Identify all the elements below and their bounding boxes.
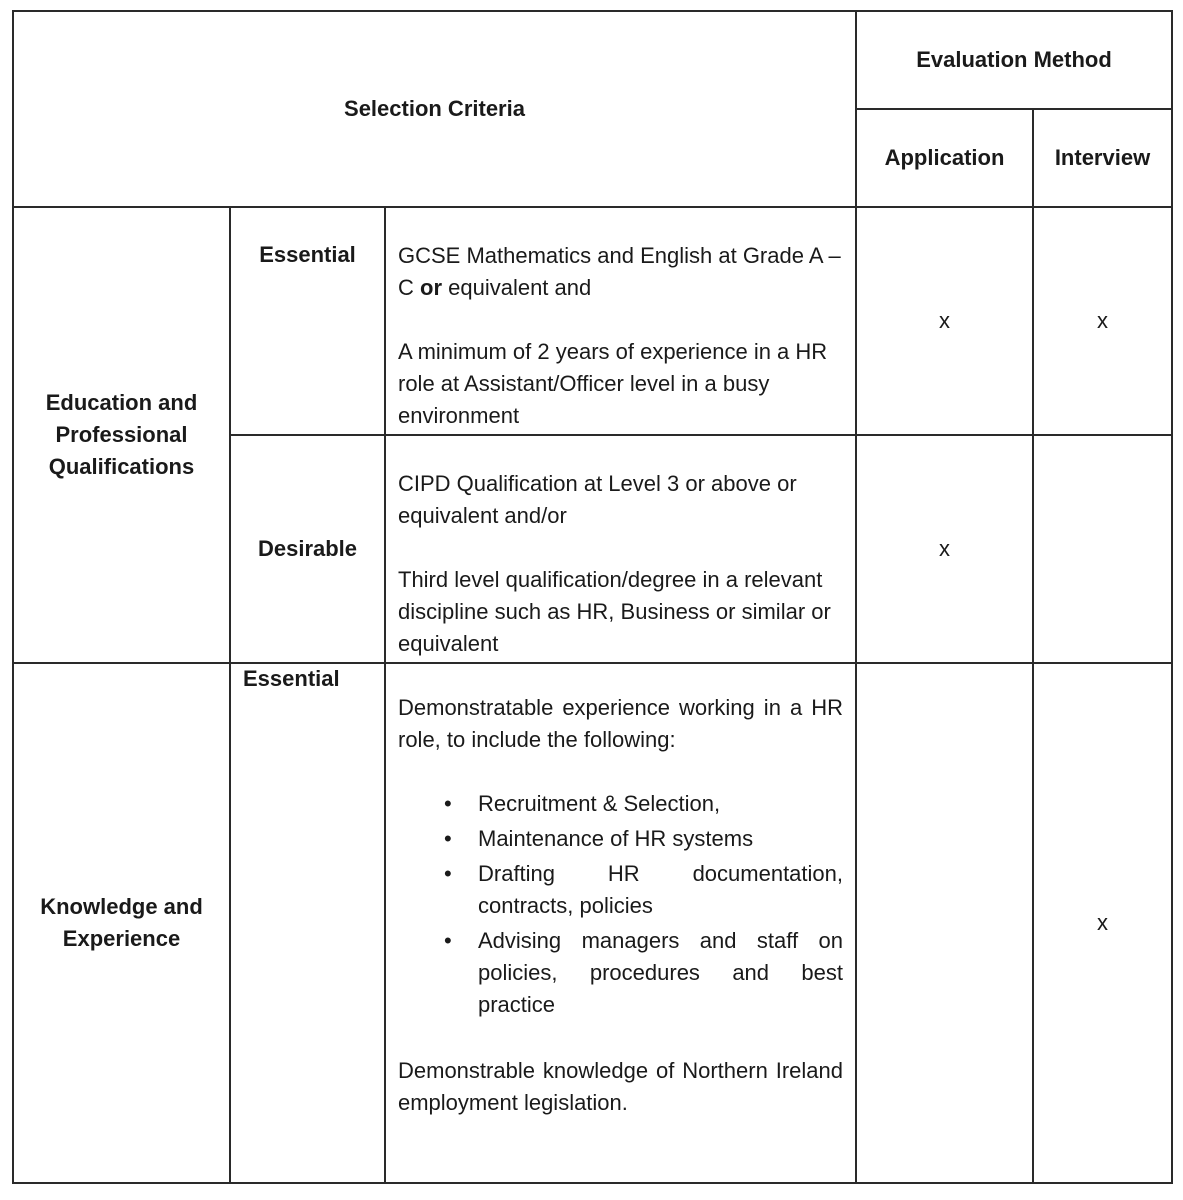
list-item: • Recruitment & Selection, [478, 788, 843, 820]
criteria-paragraph: GCSE Mathematics and English at Grade A – C or equivalent and [398, 243, 841, 300]
application-column-header: Application [856, 109, 1033, 207]
application-mark [856, 663, 1033, 1183]
list-item: • Drafting HR documentation, contracts, policies [478, 858, 843, 922]
experience-list [398, 788, 843, 1021]
list-item: • Maintenance of HR systems [478, 823, 843, 855]
category-knowledge-experience: Knowledge and Experience [13, 663, 230, 1183]
criteria-description [385, 663, 856, 1183]
level-essential: Essential [230, 207, 385, 435]
criteria-paragraph: A minimum of 2 years of experience in a HR role at Assistant/Officer level in a busy environment [398, 339, 828, 428]
criteria-description [385, 435, 856, 663]
interview-mark: x [1033, 207, 1172, 435]
interview-mark [1033, 435, 1172, 663]
selection-criteria-table [12, 10, 1173, 1184]
application-mark: x [856, 435, 1033, 663]
criteria-description [385, 207, 856, 435]
criteria-paragraph: Demonstratable experience working in a HR role, to include the following: [398, 695, 843, 752]
interview-mark: x [1033, 663, 1172, 1183]
application-mark: x [856, 207, 1033, 435]
list-item: • Advising managers and staff on policies, procedures and best practice [478, 925, 843, 1021]
level-essential: Essential [230, 663, 385, 1183]
criteria-paragraph: Demonstrable knowledge of Northern Ireland employment legislation. [398, 1058, 843, 1115]
interview-column-header: Interview [1033, 109, 1172, 207]
category-education: Education and Professional Qualifications [13, 207, 230, 663]
criteria-paragraph: Third level qualification/degree in a relevant discipline such as HR, Business or similar or equivalent [398, 567, 831, 656]
evaluation-method-header: Evaluation Method [856, 11, 1172, 109]
selection-criteria-header: Selection Criteria [13, 11, 856, 207]
level-desirable: Desirable [230, 435, 385, 663]
criteria-paragraph: CIPD Qualification at Level 3 or above or equivalent and/or [398, 471, 797, 528]
